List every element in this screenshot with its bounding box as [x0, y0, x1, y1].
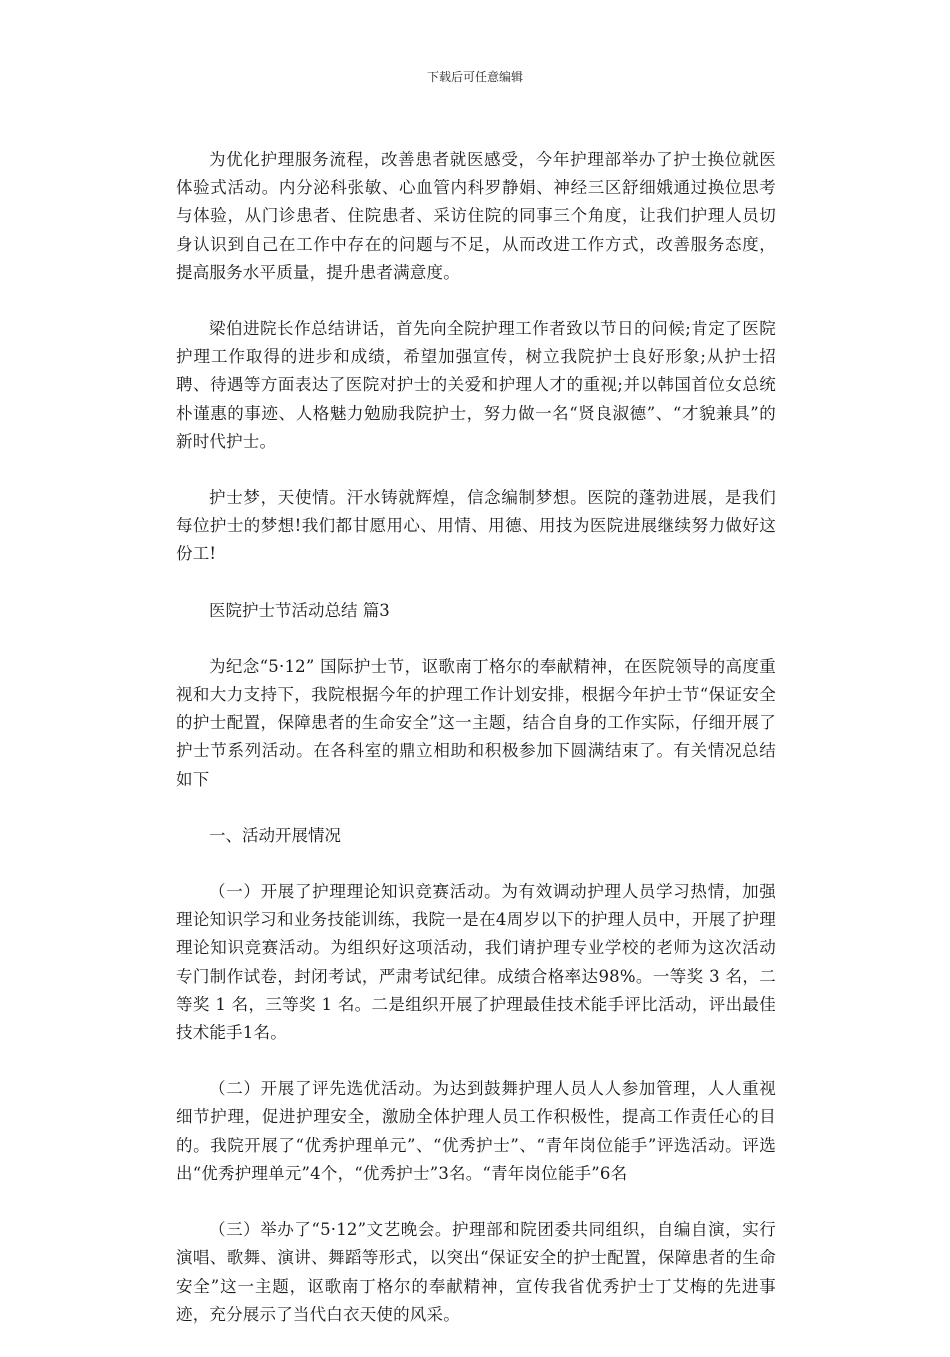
paragraph-1: 为优化护理服务流程，改善患者就医感受，今年护理部举办了护士换位就医体验式活动。内分泌科张敏、心血管内科罗静娟、神经三区舒细娥通过换位思考与体验，从门诊患者、住院患者、采访住院的同事三个角度，让我们护理人员切身认识到自己在工作中存在的问题与不足，从而改进工作方式，改善服务态度，提高服务水平质量，提升患者满意度。: [176, 150, 776, 282]
paragraph-2: 梁伯进院长作总结讲话，首先向全院护理工作者致以节日的问候;肯定了医院护理工作取得的进步和成绩，希望加强宣传，树立我院护士良好形象;从护士招聘、待遇等方面表达了医院对护士的关爱和护理人才的重视;并以韩国首位女总统朴谨惠的事迹、人格魅力勉励我院护士，努力做一名“贤良淑德”、“才貌兼具”的新时代护士。: [176, 319, 776, 451]
header-note: 下载后可任意编辑: [426, 70, 523, 84]
paragraph-4: 为纪念“5·12” 国际护士节，讴歌南丁格尔的奉献精神，在医院领导的高度重视和大力支持下，我院根据今年的护理工作计划安排，根据今年护士节“保证安全的护士配置，保障患者的生命安全”这一主题，结合自身的工作实际，仔细开展了护士节系列活动。在各科室的鼎立相助和积极参加下圆满结束了。有关情况总结如下: [176, 656, 776, 789]
paragraph-3: 护士梦，天使情。汗水铸就辉煌，信念编制梦想。医院的蓬勃进展，是我们每位护士的梦想!我们都甘愿用心、用情、用德、用技为医院进展继续努力做好这份工!: [176, 488, 776, 564]
document-body: [176, 146, 776, 1357]
section-heading: 医院护士节活动总结 篇3: [209, 600, 390, 620]
paragraph-7: （三）举办了“5·12”文艺晚会。护理部和院团委共同组织，自编自演，实行演唱、歌舞、演讲、舞蹈等形式，以突出“保证安全的护士配置，保障患者的生命安全”这一主题，讴歌南丁格尔的奉献精神，宣传我省优秀护士丁艾梅的先进事迹，充分展示了当代白衣天使的风采。: [176, 1220, 776, 1324]
paragraph-5: （一）开展了护理理论知识竞赛活动。为有效调动护理人员学习热情，加强理论知识学习和业务技能训练，我院一是在4周岁以下的护理人员中，开展了护理理论知识竞赛活动。为组织好这项活动，我们请护理专业学校的老师为这次活动专门制作试卷，封闭考试，严肃考试纪律。成绩合格率达98%。一等奖 3 名，二等奖 1 名，三等奖 1 名。二是组织开展了护理最佳技术能手评比活动，评出最佳技术能手1名。: [176, 882, 776, 1043]
subheading: 一、活动开展情况: [209, 825, 341, 845]
paragraph-6: （二）开展了评先选优活动。为达到鼓舞护理人员人人参加管理，人人重视细节护理，促进护理安全，激励全体护理人员工作积极性，提高工作责任心的目的。我院开展了“优秀护理单元”、“优秀护士”、“青年岗位能手”评选活动。评选出“优秀护理单元”4个，“优秀护士”3名。“青年岗位能手”6名: [176, 1079, 776, 1183]
